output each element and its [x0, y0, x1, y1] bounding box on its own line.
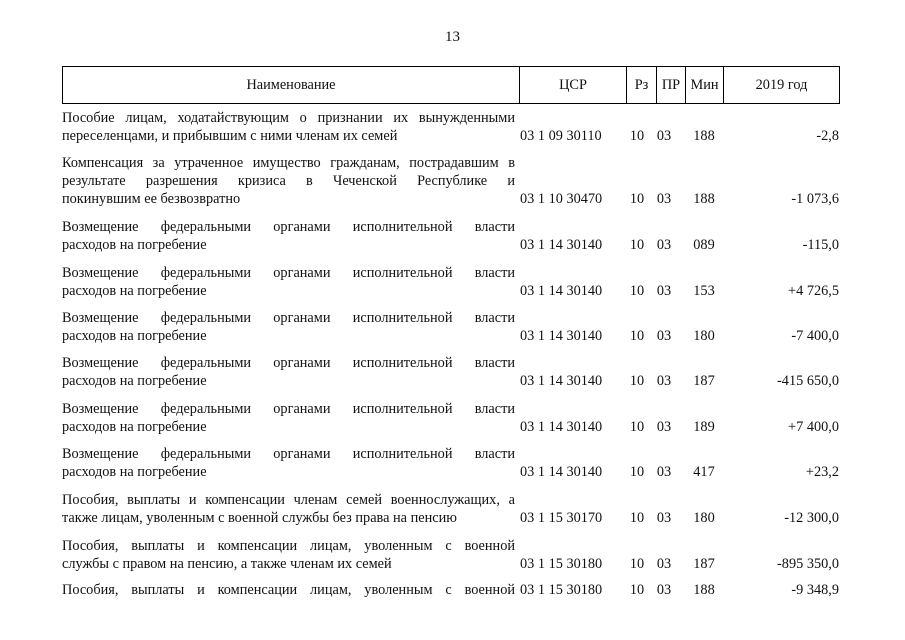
row-pr: 03 [656, 283, 672, 299]
row-min: 417 [693, 464, 715, 480]
row-name [62, 445, 515, 481]
row-csr: 03 1 15 30180 [520, 556, 603, 572]
row-csr: 03 1 14 30140 [520, 373, 603, 389]
row-name [62, 109, 515, 145]
row-pr: 03 [656, 237, 672, 253]
row-min: 180 [693, 510, 715, 526]
row-pr: 03 [656, 419, 672, 435]
row-name-line: Пособие лицам, ходатайствующим о признании их вынужденными [62, 110, 515, 126]
row-name-line: расходов на погребение [62, 464, 207, 480]
row-name-line: Возмещение федеральными органами исполнительной власти [62, 310, 515, 326]
row-name-line: Возмещение федеральными органами исполнительной власти [62, 355, 515, 371]
row-value: -2,8 [816, 128, 839, 144]
row-value: -895 350,0 [777, 556, 839, 572]
header-csr: ЦСР [519, 67, 626, 103]
table-header [62, 66, 840, 104]
row-name-line: расходов на погребение [62, 419, 207, 435]
header-year: 2019 год [723, 67, 839, 103]
row-name-line: расходов на погребение [62, 237, 207, 253]
row-name-line: также лицам, уволенным с военной службы без права на пенсию [62, 510, 457, 526]
row-value: -115,0 [802, 237, 839, 253]
row-name-line: покинувшим ее безвозвратно [62, 191, 241, 207]
row-pr: 03 [656, 328, 672, 344]
header-name: Наименование [246, 77, 336, 93]
row-name-line: Пособия, выплаты и компенсации членам семей военнослужащих, а [62, 492, 515, 508]
row-name [62, 264, 515, 300]
row-pr: 03 [656, 464, 672, 480]
row-name-line: службы с правом на пенсию, а также членам их семей [62, 556, 392, 572]
row-name-line: Возмещение федеральными органами исполнительной власти [62, 401, 515, 417]
header-rz: Рз [626, 67, 656, 103]
row-pr: 03 [656, 556, 672, 572]
row-min: 188 [693, 191, 715, 207]
row-rz: 10 [629, 191, 645, 207]
row-csr: 03 1 14 30140 [520, 283, 603, 299]
row-csr: 03 1 15 30170 [520, 510, 603, 526]
row-min: 089 [693, 237, 715, 253]
row-value: -12 300,0 [784, 510, 839, 526]
row-rz: 10 [629, 237, 645, 253]
page-number: 13 [445, 29, 460, 45]
row-csr: 03 1 14 30140 [520, 464, 603, 480]
row-value: -415 650,0 [777, 373, 839, 389]
row-rz: 10 [629, 328, 645, 344]
row-name-line: Возмещение федеральными органами исполнительной власти [62, 219, 515, 235]
row-name [62, 154, 515, 208]
row-name-line: Возмещение федеральными органами исполнительной власти [62, 265, 515, 281]
row-value: +4 726,5 [788, 283, 839, 299]
row-name [62, 218, 515, 254]
row-name-line: Пособия, выплаты и компенсации лицам, уволенным с военной [62, 538, 515, 554]
row-csr: 03 1 10 30470 [520, 191, 603, 207]
row-name [62, 537, 515, 573]
row-name [62, 400, 515, 436]
row-name-line: Компенсация за утраченное имущество гражданам, пострадавшим в [62, 155, 515, 171]
header-pr: ПР [656, 67, 685, 103]
row-name [62, 491, 515, 527]
row-min: 188 [693, 582, 715, 598]
row-csr: 03 1 15 30180 [520, 582, 603, 598]
row-rz: 10 [629, 556, 645, 572]
row-min: 180 [693, 328, 715, 344]
row-rz: 10 [629, 419, 645, 435]
row-value: -7 400,0 [791, 328, 839, 344]
row-pr: 03 [656, 191, 672, 207]
row-pr: 03 [656, 510, 672, 526]
row-pr: 03 [656, 128, 672, 144]
row-value: +7 400,0 [788, 419, 839, 435]
row-value: -1 073,6 [791, 191, 839, 207]
row-name [62, 354, 515, 390]
row-csr: 03 1 14 30140 [520, 419, 603, 435]
row-min: 153 [693, 283, 715, 299]
row-name-line: расходов на погребение [62, 328, 207, 344]
row-pr: 03 [656, 582, 672, 598]
row-min: 189 [693, 419, 715, 435]
row-rz: 10 [629, 283, 645, 299]
row-csr: 03 1 14 30140 [520, 237, 603, 253]
row-rz: 10 [629, 373, 645, 389]
row-min: 188 [693, 128, 715, 144]
row-name [62, 309, 515, 345]
row-value: +23,2 [805, 464, 839, 480]
row-rz: 10 [629, 510, 645, 526]
row-csr: 03 1 14 30140 [520, 328, 603, 344]
row-rz: 10 [629, 582, 645, 598]
row-name-line: Возмещение федеральными органами исполнительной власти [62, 446, 515, 462]
row-name-line: переселенцами, и прибывшим с ними членам их семей [62, 128, 398, 144]
row-rz: 10 [629, 128, 645, 144]
row-name-line: Пособия, выплаты и компенсации лицам, уволенным с военной [62, 582, 515, 598]
row-name-line: результате разрешения кризиса в Чеченской Республике и [62, 173, 515, 189]
row-pr: 03 [656, 373, 672, 389]
row-rz: 10 [629, 464, 645, 480]
row-name-line: расходов на погребение [62, 283, 207, 299]
row-value: -9 348,9 [791, 582, 839, 598]
header-min: Мин [685, 67, 723, 103]
row-csr: 03 1 09 30110 [520, 128, 602, 144]
row-min: 187 [693, 373, 715, 389]
row-name-line: расходов на погребение [62, 373, 207, 389]
row-min: 187 [693, 556, 715, 572]
row-name [62, 581, 515, 599]
